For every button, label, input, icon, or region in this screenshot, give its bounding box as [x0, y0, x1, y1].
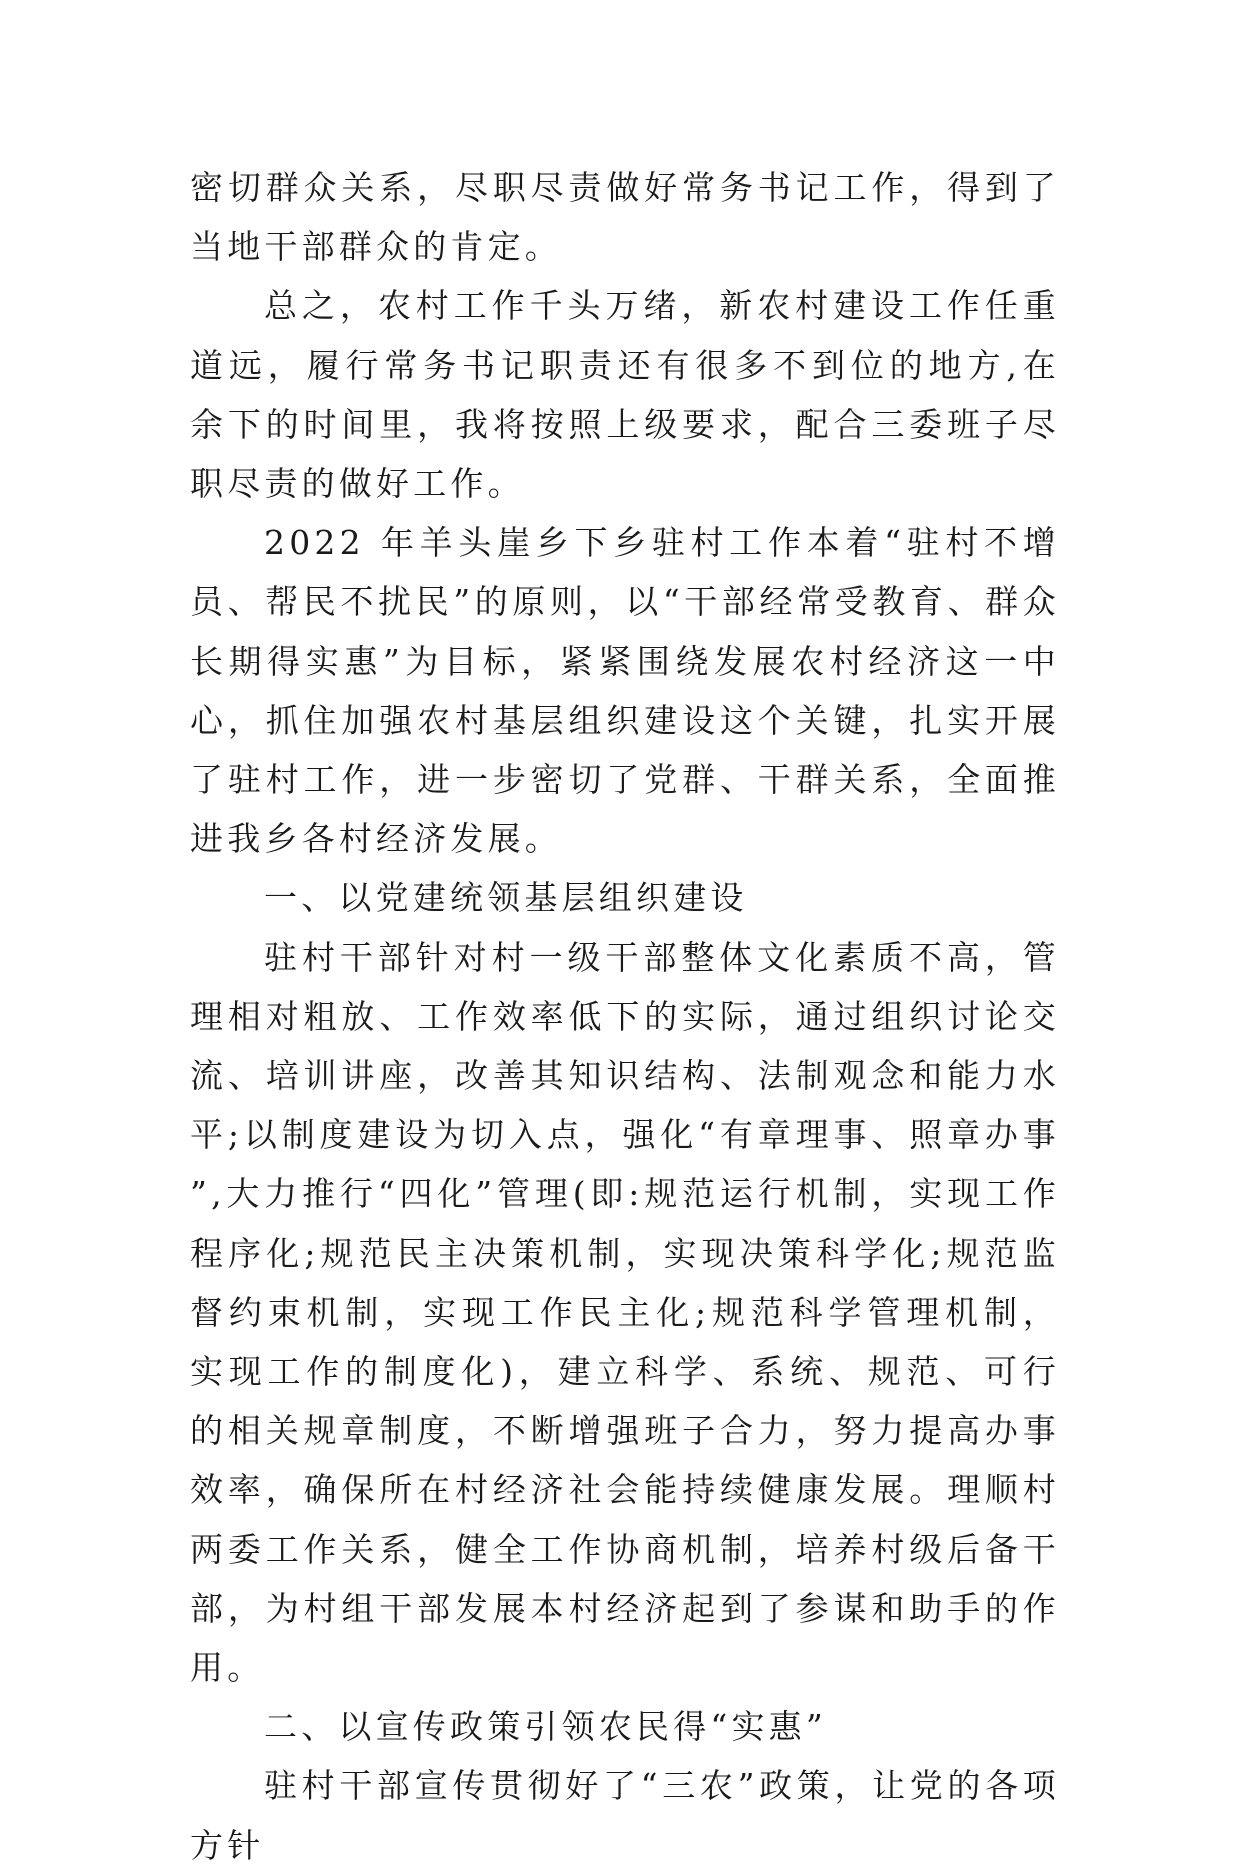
section-heading-1: 一、以党建统领基层组织建设: [264, 878, 748, 918]
paragraph-continuation: 密切群众关系，尽职尽责做好常务书记工作，得到了当地干部群众的肯定。: [190, 168, 1060, 267]
section-heading-2: 二、以宣传政策引领农民得“实惠”: [264, 1707, 827, 1747]
paragraph-policy-publicity: 驻村干部宣传贯彻好了“三农”政策，让党的各项方针: [190, 1766, 1060, 1865]
paragraph-intro-2022: 2022 年羊头崖乡下乡驻村工作本着“驻村不增员、帮民不扰民”的原则，以“干部经常受教育、群众长期得实惠”为目标，紧紧围绕发展农村经济这一中心，抓住加强农村基层组织建设这个关键，扎实开展了驻村工作，进一步密切了党群、干群关系，全面推进我乡各村经济发展。: [190, 523, 1060, 859]
paragraph-party-building: 驻村干部针对村一级干部整体文化素质不高，管理相对粗放、工作效率低下的实际，通过组织讨论交流、培训讲座，改善其知识结构、法制观念和能力水平;以制度建设为切入点，强化“有章理事、照章办事”,大力推行“四化”管理(即:规范运行机制，实现工作程序化;规范民主决策机制，实现决策科学化;规范监督约束机制，实现工作民主化;规范科学管理机制，实现工作的制度化)，建立科学、系统、规范、可行的相关规章制度，不断增强班子合力，努力提高办事效率，确保所在村经济社会能持续健康发展。理顺村两委工作关系，健全工作协商机制，培养村级后备干部，为村组干部发展本村经济起到了参谋和助手的作用。: [190, 937, 1060, 1688]
document-body: [190, 158, 1060, 1875]
paragraph-summary: 总之，农村工作千头万绪，新农村建设工作任重道远，履行常务书记职责还有很多不到位的地方,在余下的时间里，我将按照上级要求，配合三委班子尽职尽责的做好工作。: [190, 286, 1060, 504]
